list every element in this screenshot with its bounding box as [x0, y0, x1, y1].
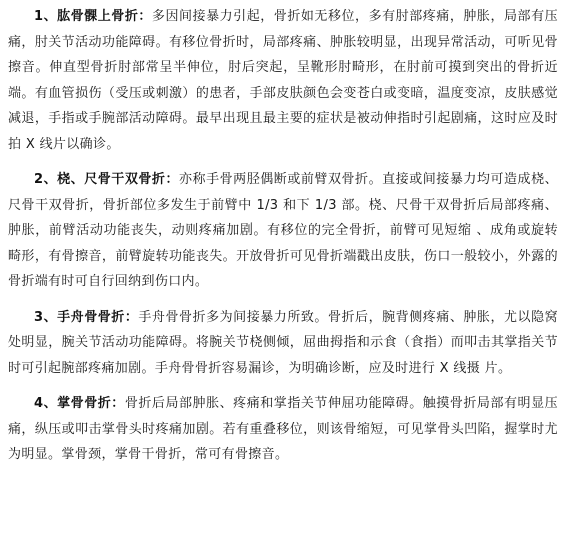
section-body: 亦称手骨两胫偶断或前臂双骨折。直接或间接暴力均可造成桡、尺骨干双骨折，骨折部位多发生于前臂中 1/3 和下 1/3 部。桡、尺骨干双骨折后局部疼痛、肿胀，前臂活动功能丧失，动则疼痛加剧。有移位的完全骨折，前臂可见短缩 、成角或旋转畸形，有骨擦音，前臂旋转功能丧失。开放骨折可见骨折端戳出皮肤，伤口一般较小，外露的骨折端有时可自行回纳到伤口内。 — [8, 172, 558, 289]
section-body: 多因间接暴力引起，骨折如无移位，多有肘部疼痛，肿胀，局部有压痛，肘关节活动功能障碍。有移位骨折时，局部疼痛、肿胀较明显，出现异常活动，可听见骨擦音。伸直型骨折肘部常呈半伸位，肘后突起，呈靴形肘畸形，在肘前可摸到突出的骨折近端。有血管损伤（受压或刺激）的患者，手部皮肤颜色会变苍白或变暗，温度变凉，皮肤感觉减退，手指或手腕部活动障碍。最早出现且最主要的症状是被动伸指时引起剧痛，这时应及时拍 X 线片以确诊。 — [8, 9, 558, 152]
section-heading: 2、桡、尺骨干双骨折： — [34, 172, 180, 187]
section-humerus-supracondylar-fracture — [8, 4, 558, 157]
section-heading: 1、肱骨髁上骨折： — [34, 9, 152, 24]
section-body: 手舟骨骨折多为间接暴力所致。骨折后，腕背侧疼痛、肿胀，尤以隐窝处明显，腕关节活动功能障碍。将腕关节桡侧倾，屈曲拇指和示食（食指）而叩击其掌指关节时可引起腕部疼痛加剧。手舟骨骨折容易漏诊，为明确诊断，应及时进行 X 线摄 片。 — [8, 309, 558, 376]
section-heading: 4、掌骨骨折： — [34, 396, 125, 411]
section-metacarpal-fracture — [8, 391, 558, 468]
section-body: 骨折后局部肿胀、疼痛和掌指关节伸屈功能障碍。触摸骨折局部有明显压痛，纵压或叩击掌骨头时疼痛加剧。若有重叠移位，则该骨缩短，可见掌骨头凹陷，握掌时尤为明显。掌骨颈，掌骨干骨折，常可有骨擦音。 — [8, 396, 558, 462]
section-heading: 3、手舟骨骨折： — [34, 309, 139, 325]
section-radius-ulna-fracture — [8, 167, 558, 295]
section-scaphoid-fracture — [8, 305, 558, 382]
